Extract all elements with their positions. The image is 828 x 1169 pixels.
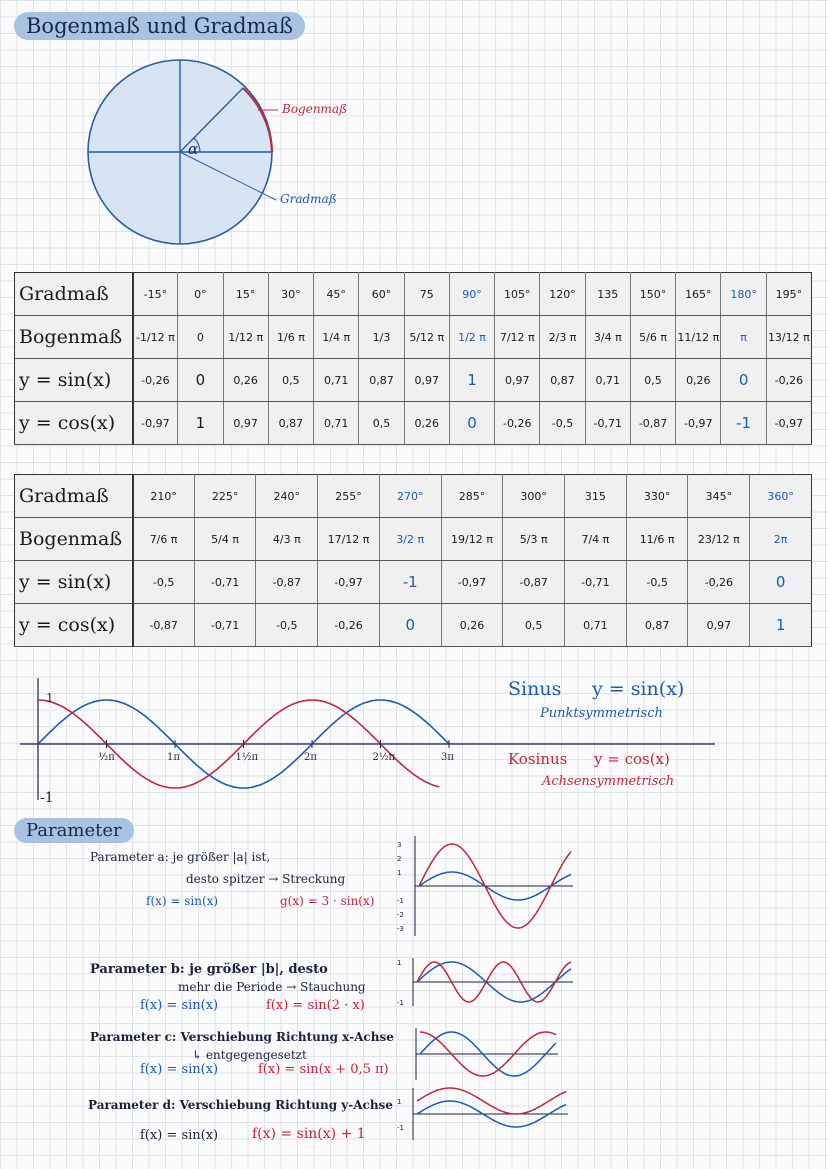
row-label: Bogenmaß [15,316,133,359]
table-cell: 0,26 [223,359,268,402]
table-cell: -0,5 [626,561,688,604]
table-cell: 19/12 π [441,518,503,561]
x-tick-label: 3π [441,752,454,763]
table-cell: 7/6 π [133,518,195,561]
table-cell: 225° [194,475,256,518]
table-cell: -0,97 [133,402,178,445]
table-cell: 0,5 [630,359,675,402]
gradmass-row [15,273,812,316]
table-cell: 0,71 [565,604,627,647]
sin-row [15,359,812,402]
param-c-f: f(x) = sin(x) [140,1062,219,1077]
y-tick-label: -1 [397,999,404,1007]
param-b-g: f(x) = sin(2 · x) [266,998,365,1013]
param-c-g: f(x) = sin(x + 0,5 π) [258,1062,389,1077]
table-cell: 135 [585,273,630,316]
table-cell: 90° [449,273,494,316]
sine-cosine-graph [0,660,828,810]
unit-circle-diagram [0,0,828,260]
table-cell: 0,26 [404,402,449,445]
table-cell: 3/2 π [379,518,441,561]
table-cell: 330° [626,475,688,518]
table-cell: 1/3 [359,316,404,359]
param-a-f: f(x) = sin(x) [146,894,219,908]
table-cell: 240° [256,475,318,518]
table-cell: 5/3 π [503,518,565,561]
table-cell: 0 [178,316,223,359]
table-cell: 1 [750,604,812,647]
value-table-1 [14,272,812,445]
table-cell: 0,26 [676,359,721,402]
table-cell: 285° [441,475,503,518]
param-b-graph [395,956,575,1008]
table-cell: -0,97 [766,402,811,445]
table-cell: 7/12 π [495,316,540,359]
table-cell: 315 [565,475,627,518]
table-cell: -0,87 [630,402,675,445]
table-cell: 11/6 π [626,518,688,561]
param-c-line1: Parameter c: Verschiebung Richtung x-Achse [90,1030,394,1044]
param-d-line1: Parameter d: Verschiebung Richtung y-Achse [88,1098,393,1112]
table-cell: -0,71 [194,604,256,647]
table-cell: 210° [133,475,195,518]
table-cell: -0,97 [318,561,380,604]
table-cell: -0,71 [565,561,627,604]
table-cell: 15° [223,273,268,316]
param-d-graph [395,1086,570,1142]
table-cell: 0,5 [503,604,565,647]
table-cell: 0,97 [223,402,268,445]
table-cell: -15° [133,273,178,316]
table-cell: -0,87 [503,561,565,604]
table-cell: -0,87 [133,604,195,647]
table-cell: 0 [721,359,766,402]
transformed-curve [417,1088,566,1114]
table-cell: 0 [379,604,441,647]
table-cell: 75 [404,273,449,316]
table-cell: -0,71 [585,402,630,445]
param-d-g: f(x) = sin(x) + 1 [252,1126,366,1142]
table-cell: π [721,316,766,359]
table-cell: 0,5 [268,359,313,402]
y-tick-label: -1 [397,1124,404,1132]
x-tick-label: ½π [98,752,115,763]
table-cell: 1/6 π [268,316,313,359]
table-cell: 360° [750,475,812,518]
table-cell: -0,5 [256,604,318,647]
table-cell: 1/12 π [223,316,268,359]
param-a-graph [395,834,575,938]
table-cell: 0 [750,561,812,604]
kosinus-title: Kosinus [508,750,568,768]
table-cell: -0,5 [133,561,195,604]
table-cell: 0,87 [359,359,404,402]
y-tick-label: 1 [397,1098,402,1106]
table-cell: -0,5 [540,402,585,445]
table-cell: 23/12 π [688,518,750,561]
y-top-label: 1 [46,691,54,705]
page-title: Bogenmaß und Gradmaß [14,12,305,40]
table-cell: 255° [318,475,380,518]
table-cell: 7/4 π [565,518,627,561]
table-cell: 0,26 [441,604,503,647]
row-label: Gradmaß [15,475,133,518]
y-bottom-label: -1 [40,790,54,806]
table-cell: 120° [540,273,585,316]
table-cell: -0,71 [194,561,256,604]
bogenmass-row [15,518,812,561]
table-cell: -1 [721,402,766,445]
sinus-note: Punktsymmetrisch [540,706,663,721]
table-cell: 345° [688,475,750,518]
table-cell: -0,26 [688,561,750,604]
y-tick-label: -1 [397,897,404,905]
table-cell: 300° [503,475,565,518]
table-cell: 105° [495,273,540,316]
row-label: y = cos(x) [15,402,133,445]
y-tick-label: 1 [397,959,402,967]
parameter-heading: Parameter [14,818,134,843]
bogenmass-row [15,316,812,359]
y-tick-label: 1 [397,869,402,877]
table-cell: 150° [630,273,675,316]
table-cell: -0,26 [318,604,380,647]
table-cell: 3/4 π [585,316,630,359]
y-tick-label: 2 [397,855,402,863]
table-cell: 195° [766,273,811,316]
param-a-g: g(x) = 3 · sin(x) [280,894,375,908]
table-cell: 60° [359,273,404,316]
param-b-line1: Parameter b: je größer |b|, desto [90,962,328,977]
x-tick-label: 2½π [372,752,396,763]
table-cell: 17/12 π [318,518,380,561]
alpha-label: α [188,140,199,158]
table-cell: 270° [379,475,441,518]
table-cell: 0,5 [359,402,404,445]
gradmass-row [15,475,812,518]
table-cell: 0,87 [268,402,313,445]
param-b-f: f(x) = sin(x) [140,998,219,1013]
table-cell: 1/2 π [449,316,494,359]
table-cell: -1/12 π [133,316,178,359]
sin-row [15,561,812,604]
y-tick-label: 3 [397,841,402,849]
table-cell: -0,97 [676,402,721,445]
table-cell: -0,26 [495,402,540,445]
sinus-title: Sinus [508,678,562,700]
table-cell: 0 [449,402,494,445]
table-cell: 45° [314,273,359,316]
cos-row [15,604,812,647]
bogenmass-label: Bogenmaß [282,102,348,116]
y-tick-label: -3 [397,925,404,933]
table-cell: 0,87 [540,359,585,402]
table-cell: 0,71 [314,402,359,445]
param-c-line2: ↳ entgegengesetzt [192,1048,307,1062]
table-cell: 0,87 [626,604,688,647]
table-cell: 5/6 π [630,316,675,359]
cos-row [15,402,812,445]
row-label: y = cos(x) [15,604,133,647]
table-cell: 180° [721,273,766,316]
table-cell: 0,71 [314,359,359,402]
table-cell: 1 [178,402,223,445]
table-cell: 2π [750,518,812,561]
table-cell: 0,71 [585,359,630,402]
param-c-graph [410,1026,560,1082]
table-cell: 13/12 π [766,316,811,359]
x-tick-label: 1π [167,752,180,763]
gradmass-label: Gradmaß [280,192,337,206]
table-cell: 5/12 π [404,316,449,359]
kosinus-note: Achsensymmetrisch [542,774,675,789]
param-b-line2: mehr die Periode → Stauchung [178,980,366,994]
table-cell: -0,26 [133,359,178,402]
table-cell: -1 [379,561,441,604]
table-cell: 5/4 π [194,518,256,561]
param-a-line2: desto spitzer → Streckung [186,872,346,886]
kosinus-formula: y = cos(x) [594,750,670,768]
row-label: y = sin(x) [15,359,133,402]
table-cell: 0 [178,359,223,402]
table-cell: 11/12 π [676,316,721,359]
table-cell: -0,87 [256,561,318,604]
row-label: Gradmaß [15,273,133,316]
table-cell: 4/3 π [256,518,318,561]
table-cell: 0,97 [688,604,750,647]
value-table-2 [14,474,812,647]
row-label: y = sin(x) [15,561,133,604]
sinus-formula: y = sin(x) [592,678,685,700]
x-tick-label: 2π [304,752,317,763]
param-d-f: f(x) = sin(x) [140,1128,219,1143]
table-cell: 1 [449,359,494,402]
row-label: Bogenmaß [15,518,133,561]
table-cell: -0,97 [441,561,503,604]
y-tick-label: -2 [397,911,404,919]
table-cell: 165° [676,273,721,316]
table-cell: 0,97 [404,359,449,402]
table-cell: 1/4 π [314,316,359,359]
table-cell: 30° [268,273,313,316]
x-tick-label: 1½π [235,752,259,763]
table-cell: 2/3 π [540,316,585,359]
table-cell: -0,26 [766,359,811,402]
param-a-line1: Parameter a: je größer |a| ist, [90,850,271,864]
table-cell: 0,97 [495,359,540,402]
table-cell: 0° [178,273,223,316]
